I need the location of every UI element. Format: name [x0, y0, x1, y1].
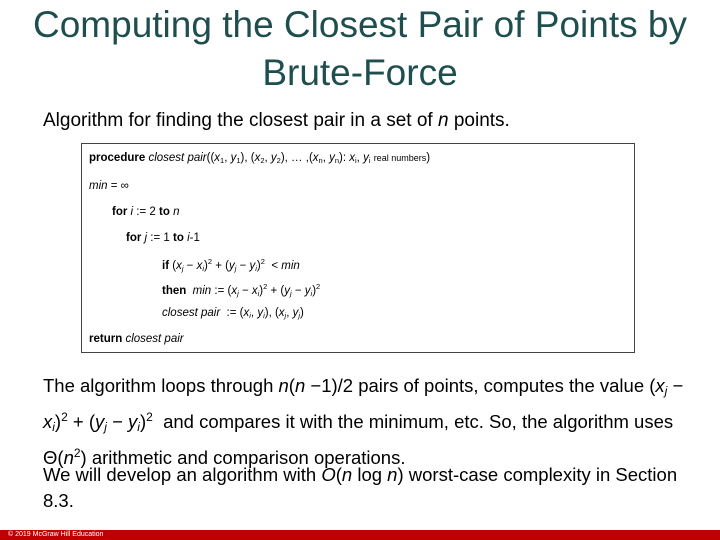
paragraph-1: The algorithm loops through n(n −1)/2 pairs of points, computes the value $(x_j - x_i)^2 + (y_j - y_i)^2$ and compares it with the minimum, etc. So, the algorithm uses $\Theta(n^2)$ arithmetic and comparison operations.	[43, 375, 684, 469]
slide-title	[0, 0, 720, 98]
algorithm-box	[81, 143, 635, 353]
procedure-name: closest pair	[148, 152, 207, 164]
return-line	[89, 333, 184, 345]
return-keyword: return	[89, 333, 123, 345]
intro-var: n	[437, 110, 449, 131]
procedure-keyword: procedure	[89, 152, 146, 164]
title-line-2: Brute-Force	[262, 52, 458, 93]
then-line: then min := $(x_j - x_i)^2 + (y_j - y_i)^2$	[162, 282, 321, 298]
for-j-line: for j := 1 to i-1	[126, 232, 200, 244]
paragraph-2: We will develop an algorithm with O(n log n) worst-case complexity in Section 8.3.	[43, 464, 678, 511]
intro-text	[43, 108, 510, 134]
if-line: if $(x_j - x_i)^2 + (y_j - y_i)^2 < \min$	[162, 257, 300, 273]
return-value: closest pair	[125, 333, 184, 345]
for-i-line: for i := 2 to n	[112, 206, 180, 218]
assign-line: closest pair := ($x_i$, $y_i$), ($x_j$, $y_j$)	[162, 307, 304, 320]
footer-bar	[0, 530, 720, 540]
procedure-line	[89, 152, 430, 165]
min-line: min = ∞	[89, 180, 129, 192]
procedure-params: (($x_1$, $y_1$), ($x_2$, $y_2$), … $,(x_n$, $y_n$): $x_i$, $y_i$ real numbers)	[206, 152, 431, 165]
intro-before: Algorithm for finding the closest pair in a set of	[43, 110, 438, 131]
title-line-1: Computing the Closest Pair of Points by	[33, 4, 687, 45]
intro-after: points.	[448, 110, 510, 131]
copyright-text: © 2019 McGraw Hill Education	[8, 531, 104, 538]
